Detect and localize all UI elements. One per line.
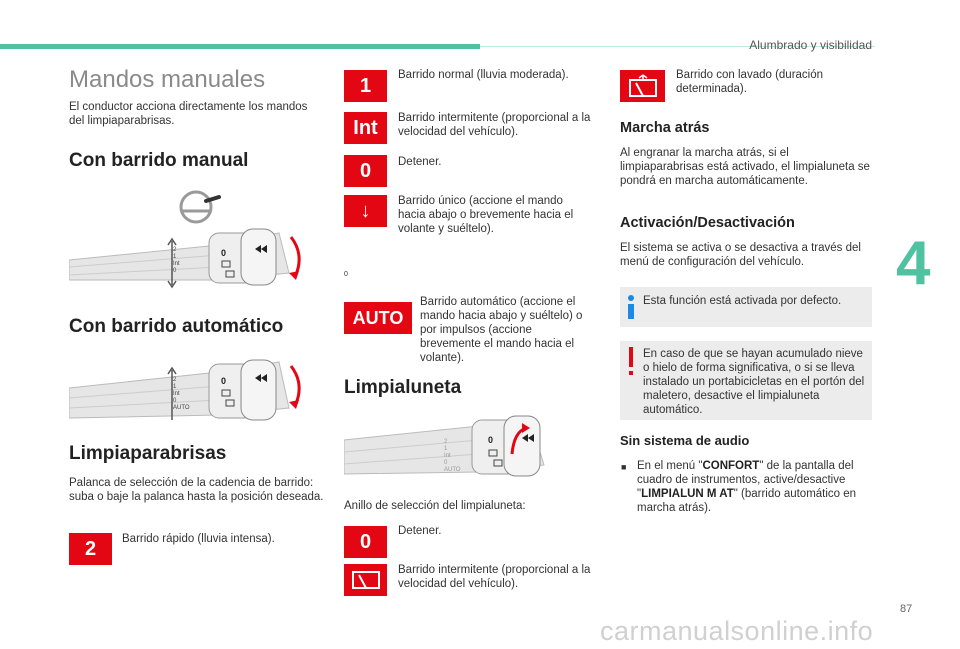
watermark: carmanualsonline.info bbox=[600, 616, 874, 646]
single-wipe-text: Barrido único (accione el mando hacia abajo o brevemente hacia el volante y suéltelo). bbox=[398, 195, 574, 235]
manual-lever-illustration bbox=[69, 185, 319, 290]
lever-label: 1 bbox=[444, 446, 448, 452]
badge-stop: 0 bbox=[344, 155, 387, 187]
rear-wash-badge-icon bbox=[620, 70, 665, 102]
ring-zero-label: 0 bbox=[488, 435, 494, 445]
lever-label: AUTO bbox=[444, 467, 461, 473]
wipers-text: Palanca de selección de la cadencia de barrido: suba o baje la palanca hasta la posición deseada. bbox=[69, 477, 324, 503]
heading-wipers: Limpiaparabrisas bbox=[69, 443, 227, 464]
ring-zero-label: 0 bbox=[221, 376, 227, 386]
warning-box bbox=[620, 341, 872, 420]
badge-auto: AUTO bbox=[344, 302, 412, 334]
chapter-number: 4 bbox=[896, 229, 931, 298]
bullet-icon: ■ bbox=[621, 462, 627, 472]
lever-label: Int bbox=[173, 261, 180, 267]
int-text: Barrido intermitente (proporcional a la velocidad del vehículo). bbox=[398, 112, 591, 138]
lever-label: 2 bbox=[173, 247, 177, 253]
header-accent-bar bbox=[0, 44, 480, 49]
info-text: Esta función está activada por defecto. bbox=[643, 295, 842, 307]
info-icon bbox=[624, 293, 638, 321]
wash-text: Barrido con lavado (duración determinada). bbox=[676, 69, 824, 95]
info-box bbox=[620, 287, 872, 327]
lever-label: 0 bbox=[173, 268, 177, 274]
heading-auto-wipe: Con barrido automático bbox=[69, 316, 284, 337]
auto-lever-illustration bbox=[69, 350, 319, 425]
heading-no-audio: Sin sistema de audio bbox=[620, 433, 750, 448]
speed-1-text: Barrido normal (lluvia moderada). bbox=[398, 69, 569, 81]
no-audio-text: En el menú "CONFORT" de la pantalla del cuadro de instrumentos, active/desactive "LIMPIALUN M AT" (barrido automático en marcha atrás). bbox=[637, 460, 857, 514]
heading-activation: Activación/Desactivación bbox=[620, 215, 795, 231]
heading-reverse: Marcha atrás bbox=[620, 120, 710, 136]
ring-zero-label: 0 bbox=[221, 248, 227, 258]
badge-speed-2: 2 bbox=[69, 533, 112, 565]
rear-intermittent-icon bbox=[344, 564, 387, 596]
intro-text: El conductor acciona directamente los mandos del limpiaparabrisas. bbox=[69, 101, 308, 127]
badge-speed-1: 1 bbox=[344, 70, 387, 102]
stop-text: Detener. bbox=[398, 156, 442, 168]
speed-2-text: Barrido rápido (lluvia intensa). bbox=[122, 533, 275, 545]
lever-label: 1 bbox=[173, 254, 177, 260]
badge-int: Int bbox=[344, 112, 387, 144]
rear-intermittent-text: Barrido intermitente (proporcional a la velocidad del vehículo). bbox=[398, 564, 591, 590]
heading-manual-wipe: Con barrido manual bbox=[69, 150, 249, 171]
lever-label: AUTO bbox=[173, 405, 190, 411]
lever-label: 0 bbox=[173, 398, 177, 404]
option-name: LIMPIALUN M AT bbox=[641, 488, 734, 500]
lever-label: 1 bbox=[173, 384, 177, 390]
auto-text: Barrido automático (accione el mando hacia abajo y suéltelo) o por impulsos (accione brevemente el mando hacia el volante). bbox=[420, 296, 583, 364]
steering-wheel-icon bbox=[181, 192, 219, 222]
lever-label: 2 bbox=[444, 439, 448, 445]
rear-stop-text: Detener. bbox=[398, 525, 442, 537]
section-header: Alumbrado y visibilidad bbox=[749, 38, 872, 52]
warning-text: En caso de que se hayan acumulado nieve o hielo de forma significativa, o si se lleva instalado un portabicicletas en el portón del maletero, desactive el limpialuneta automático. bbox=[643, 348, 865, 416]
lever-label: 0 bbox=[444, 460, 448, 466]
single-wipe-arrow-icon: ↓ bbox=[344, 195, 387, 227]
lever-label: Int bbox=[173, 391, 180, 397]
activation-text: El sistema se activa o se desactiva a través del menú de configuración del vehículo. bbox=[620, 242, 861, 268]
heading-rear-wiper: Limpialuneta bbox=[344, 377, 462, 398]
small-zero-label: 0 bbox=[344, 271, 348, 278]
lever-label: Int bbox=[444, 453, 451, 459]
page-title: Mandos manuales bbox=[69, 66, 266, 93]
menu-name: CONFORT bbox=[702, 460, 760, 472]
badge-rear-stop: 0 bbox=[344, 526, 387, 558]
rear-ring-text: Anillo de selección del limpialuneta: bbox=[344, 500, 526, 512]
reverse-text: Al engranar la marcha atrás, si el limpiaparabrisas está activado, el limpialuneta se pondrá en marcha automáticamente. bbox=[620, 147, 870, 187]
rear-wiper-illustration bbox=[344, 410, 569, 480]
lever-label: 2 bbox=[173, 377, 177, 383]
warning-icon bbox=[626, 347, 636, 377]
page-number: 87 bbox=[900, 603, 913, 615]
